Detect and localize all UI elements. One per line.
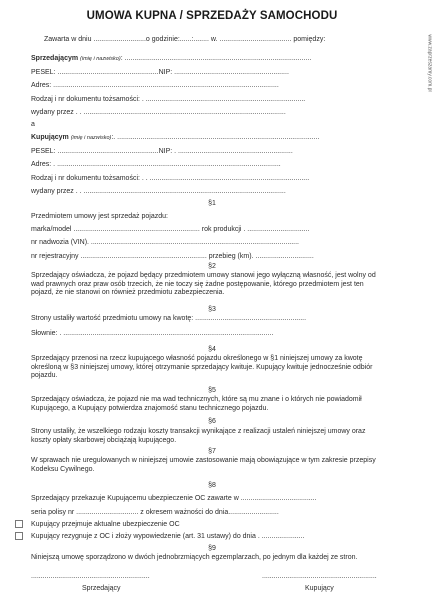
section-6-heading: §6 xyxy=(208,418,216,425)
seller-pesel: PESEL: ....................................................NIP: ........................................................... xyxy=(31,69,289,76)
registration-line: nr rejestracyjny ................................................................. przebieg (km). .............................. xyxy=(31,253,314,260)
option-2-label: Kupujący rezygnuje z OC i złoży wypowiedzenie (art. 31 ustawy) do dnia . ...................... xyxy=(31,533,305,540)
buyer-issued-by: wydany przez . . ........................................................................................................ xyxy=(31,188,286,195)
option-2-checkbox[interactable] xyxy=(15,532,23,540)
seller-issued-by: wydany przez . . ........................................................................................................ xyxy=(31,109,286,116)
section-5-heading: §5 xyxy=(208,387,216,394)
section-5-text: Sprzedający oświadcza, że pojazd nie ma wad technicznych, które są mu znane i o których nie powiadomił Kupującego, a Kupujący potwierdza znajomość stanu technicznego pojazdu. xyxy=(31,396,362,412)
buyer-pesel: PESEL: ....................................................NIP: . ........................................................... xyxy=(31,148,293,155)
section-4-text: Sprzedający przenosi na rzecz kupującego własność pojazdu określonego w §1 niniejszej umowy za kwotę określoną w §3 niniejszej umowy, której otrzymanie sprzedający kwituje. Kupujący kwituje jednocześnie odbiór pojazdu. xyxy=(31,355,373,380)
seller-signature-label: Sprzedający xyxy=(82,585,121,592)
seller-hint: (imię i nazwisko) xyxy=(80,56,121,62)
seller-document: Rodzaj i nr dokumentu tożsamości: . .................................................................................. xyxy=(31,96,306,103)
section-7-text: W sprawach nie uregulowanych w niniejszej umowie zastosowanie mają obowiązujące w tym zakresie przepisy Kodeksu Cywilnego. xyxy=(31,457,376,473)
vin-line: nr nadwozia (VIN). ........................................................................................................... xyxy=(31,239,300,246)
buyer-signature-label: Kupujący xyxy=(305,585,334,592)
section-6-text: Strony ustaliły, że wszelkiego rodzaju koszty transakcji wynikające z realizacji ustaleń niniejszej umowy oraz koszty opłaty skarbowej obciążają kupującego. xyxy=(31,428,366,444)
buyer-line xyxy=(31,134,319,142)
seller-dots: : ................................................................................................ xyxy=(120,55,312,62)
and-word: a xyxy=(31,121,35,128)
section-9-text: Niniejszą umowę sporządzono w dwóch jednobrzmiących egzemplarzach, po jednym dla każdej ze stron. xyxy=(31,554,358,561)
buyer-signature-line: ........................................................... xyxy=(262,573,377,580)
buyer-label: Kupującym xyxy=(31,134,69,141)
amount-in-words: Słownie: . ............................................................................................................ xyxy=(31,330,274,337)
option-1-checkbox[interactable] xyxy=(15,520,23,528)
section-9-heading: §9 xyxy=(208,545,216,552)
intro-line: Zawarta w dniu ...........................o godzinie:......:........ w. ..................................... pomiędzy: xyxy=(44,36,326,43)
buyer-hint: (imię i nazwisko) xyxy=(70,135,112,141)
option-1-label: Kupujący przejmuje aktualne ubezpieczenie OC xyxy=(31,521,180,528)
subject-intro: Przedmiotem umowy jest sprzedaż pojazdu: xyxy=(31,213,168,220)
buyer-dots: :. ........................................................................................................ xyxy=(111,134,320,141)
section-3-text: Strony ustaliły wartość przedmiotu umowy na kwotę: ......................................................... xyxy=(31,315,307,322)
seller-line xyxy=(31,55,311,63)
section-3-heading: §3 xyxy=(208,306,216,313)
seller-signature-line: ............................................................. xyxy=(31,573,150,580)
page-title: UMOWA KUPNA / SPRZEDAŻY SAMOCHODU xyxy=(86,10,338,22)
section-8-heading: §8 xyxy=(208,482,216,489)
side-url: www.zaprzeszamy.com.pl xyxy=(426,34,432,92)
section-8-text-b: seria polisy nr ................................ z okresem ważności do dnia.......................... xyxy=(31,509,279,516)
section-4-heading: §4 xyxy=(208,346,216,353)
section-2-heading: §2 xyxy=(208,263,216,270)
section-8-text-a: Sprzedający przekazuje Kupującemu ubezpieczenie OC zawarte w ....................................... xyxy=(31,495,317,502)
seller-address: Adres: .................................................................................................................... xyxy=(31,82,279,89)
make-model-line: marka/model ................................................................. rok produkcji . ................................ xyxy=(31,226,310,233)
buyer-document: Rodzaj i nr dokumentu tożsamości: . . .................................................................................. xyxy=(31,175,310,182)
section-7-heading: §7 xyxy=(208,448,216,455)
seller-label: Sprzedającym xyxy=(31,55,79,62)
section-2-text: Sprzedający oświadcza, że pojazd będący przedmiotem umowy stanowi jego wyłączną własność, jest wolny od wad prawnych oraz praw osób trzecich, że nie toczy się żadne postępowanie, którego przedmiotem jest ten pojazd, że nie stanowi on również przedmiotu zabezpieczenia. xyxy=(31,272,376,297)
section-1-heading: §1 xyxy=(208,200,216,207)
buyer-address: Adres: . ................................................................................................................... xyxy=(31,161,281,168)
